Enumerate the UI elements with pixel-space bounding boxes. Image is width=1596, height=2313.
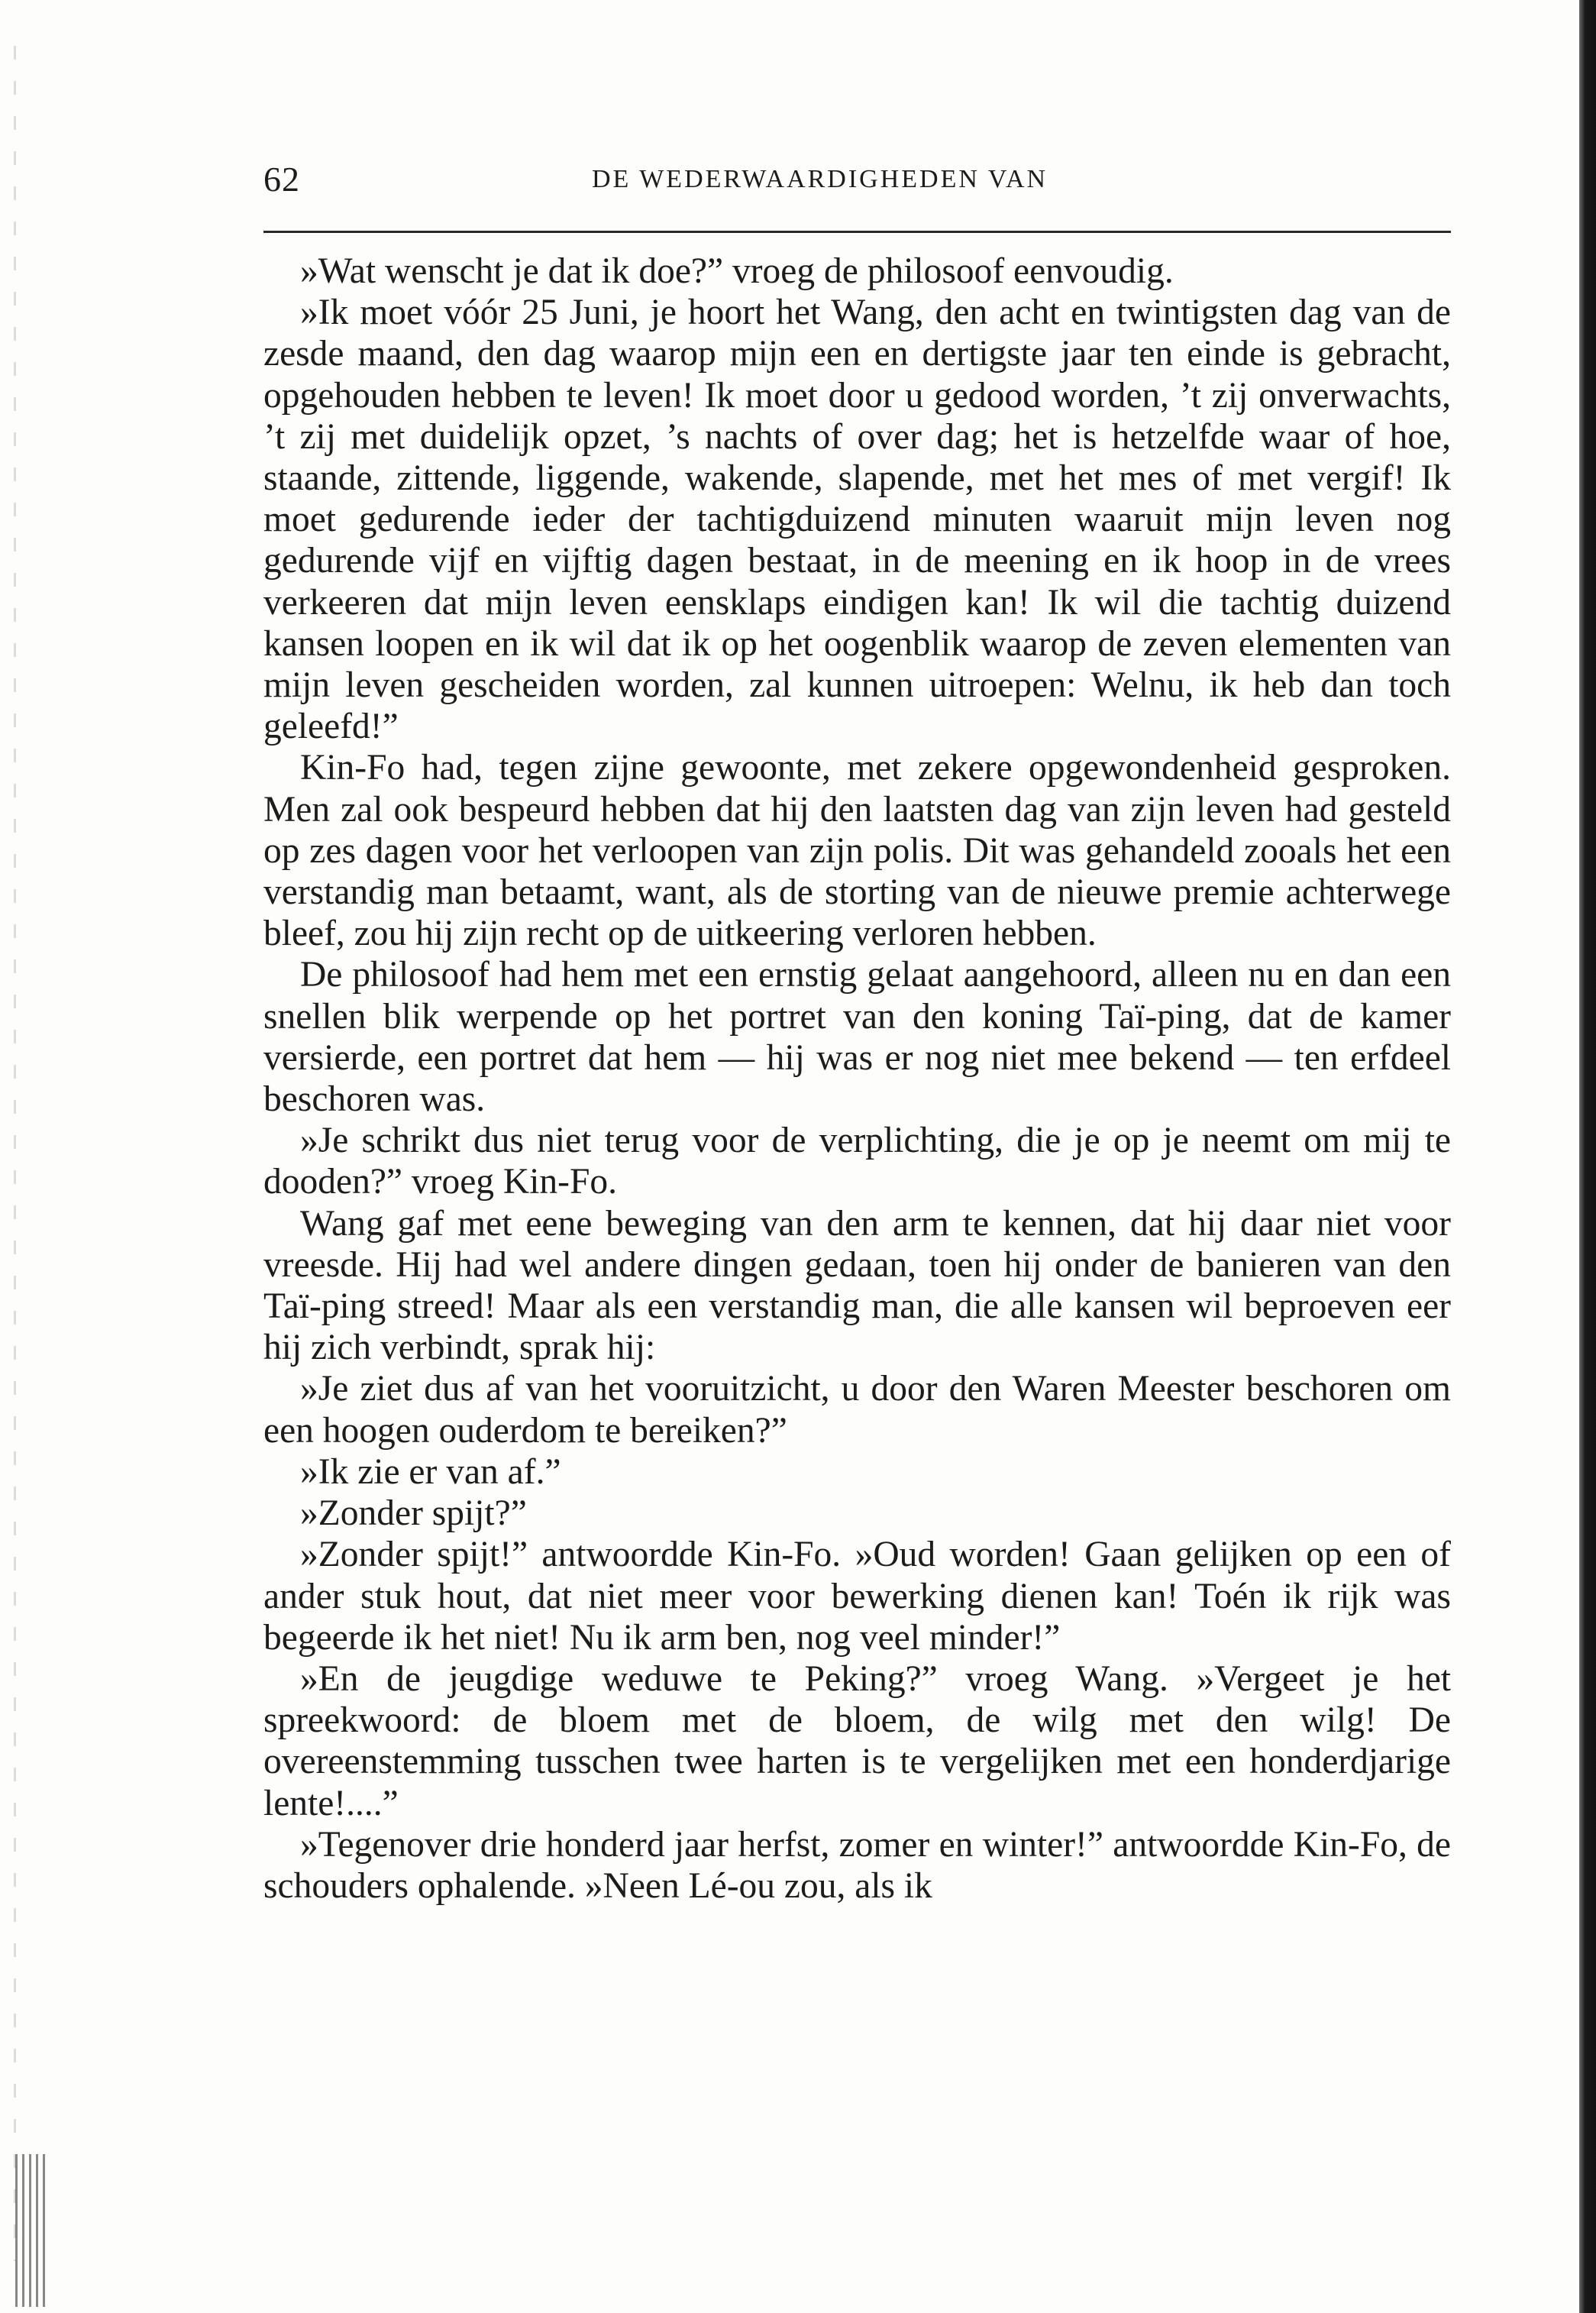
scan-edge-left-bottom [15, 2154, 46, 2307]
paragraph: »Zonder spijt!” antwoordde Kin-Fo. »Oud worden! Gaan gelijken op een of ander stuk hout, dat niet meer voor bewerking dienen kan! Toén ik rijk was begeerde ik het niet! Nu ik arm ben, nog veel minder!” [263, 1535, 1451, 1658]
running-head [263, 159, 1451, 205]
page-number: 62 [263, 160, 300, 199]
paragraph: »Ik moet vóór 25 Juni, je hoort het Wang, den acht en twintigsten dag van de zesde maand, den dag waarop mijn een en dertigste jaar ten einde is gebracht, opgehouden hebben te leven! Ik moet door u gedood worden, ’t zij onverwachts, ’t zij met duidelijk opzet, ’s nachts of over dag; het is hetzelfde waar of hoe, staande, zittende, liggende, wakende, slapende, met het mes of met vergif! Ik moet gedurende ieder der tachtigduizend minuten waaruit mijn leven nog gedurende vijf en vijftig dagen bestaat, in de meening en ik hoop in de vrees verkeeren dat mijn leven eensklaps eindigen kan! Ik wil die tachtig duizend kansen loopen en ik wil dat ik op het oogenblik waarop de zeven elementen van mijn leven gescheiden worden, zal kunnen uitroepen: Welnu, ik heb dan toch geleefd!” [263, 293, 1451, 747]
paragraph: »Wat wenscht je dat ik doe?” vroeg de philosoof eenvoudig. [300, 251, 1174, 291]
paragraph: »Ik zie er van af.” [300, 1451, 561, 1492]
paragraph: Wang gaf met eene beweging van den arm te kennen, dat hij daar niet voor vreesde. Hij had wel andere dingen gedaan, toen hij onder de banieren van den Taï-ping streed! Maar als een verstandig man, die alle kansen wil beproeven eer hij zich verbindt, sprak hij: [263, 1203, 1451, 1368]
paragraph: »En de jeugdige weduwe te Peking?” vroeg Wang. »Vergeet je het spreekwoord: de bloem met de bloem, de wilg met den wilg! De overeenstemming tusschen twee harten is te vergelijken met een honderdjarige lente!....” [263, 1658, 1451, 1823]
paragraph: »Zonder spijt?” [300, 1493, 527, 1534]
scan-binding-edge [1579, 0, 1596, 2313]
scan-edge-left [14, 46, 16, 2261]
paragraph: De philosoof had hem met een ernstig gelaat aangehoord, alleen nu en dan een snellen blik werpende op het portret van den koning Taï-ping, dat de kamer versierde, een portret dat hem — hij was er nog niet mee bekend — ten erfdeel beschoren was. [263, 955, 1451, 1120]
paragraph: »Tegenover drie honderd jaar herfst, zomer en winter!” antwoordde Kin-Fo, de schouders ophalende. »Neen Lé-ou zou, als ik [263, 1824, 1451, 1906]
body-text [263, 251, 1451, 2244]
paragraph: »Je schrikt dus niet terug voor de verplichting, die je op je neemt om mij te dooden?” vroeg Kin-Fo. [263, 1121, 1451, 1202]
paragraph: Kin-Fo had, tegen zijne gewoonte, met zekere opgewondenheid gesproken. Men zal ook bespeurd hebben dat hij den laatsten dag van zijn leven had gesteld op zes dagen voor het verloopen van zijn polis. Dit was gehandeld zooals het een verstandig man betaamt, want, als de storting van de nieuwe premie achterwege bleef, zou hij zijn recht op de uitkeering verloren hebben. [263, 748, 1451, 954]
header-rule [263, 231, 1451, 233]
paragraph: »Je ziet dus af van het vooruitzicht, u door den Waren Meester beschoren om een hoogen ouderdom te bereiken?” [263, 1369, 1451, 1451]
running-title: DE WEDERWAARDIGHEDEN VAN [592, 165, 1048, 193]
